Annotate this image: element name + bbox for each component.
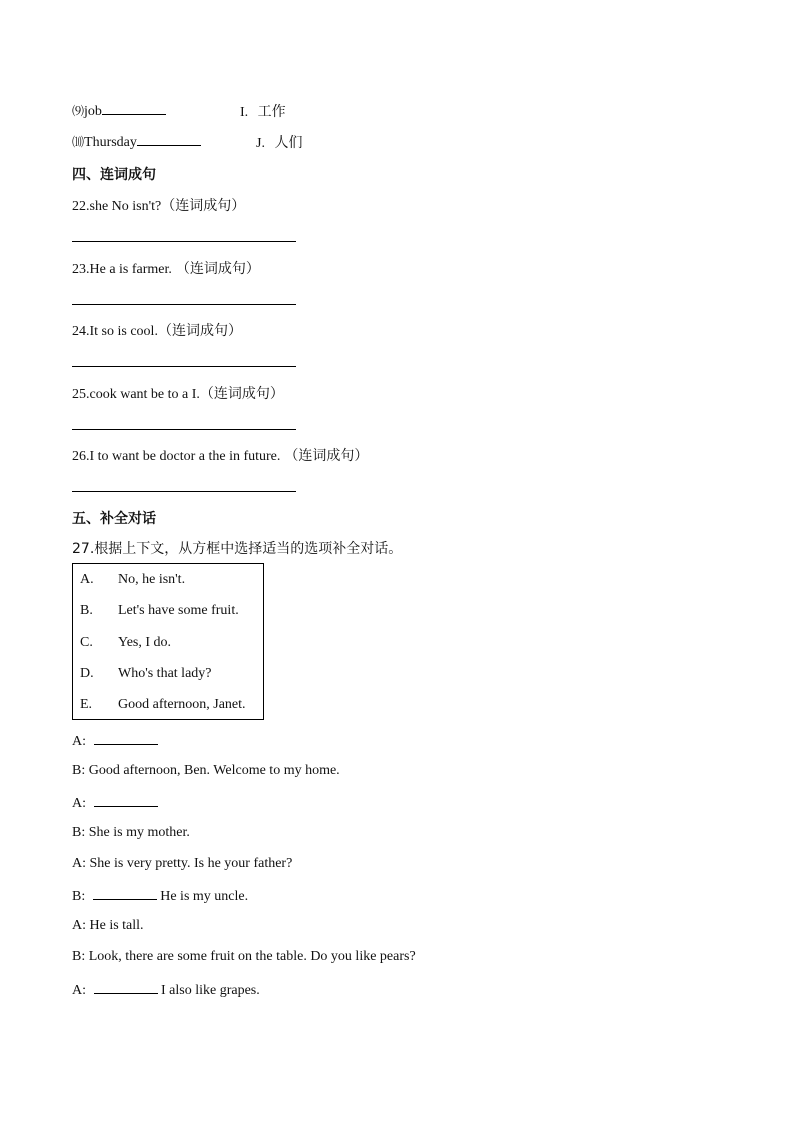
section-4-title: 四、连词成句 [72,167,156,183]
option-letter: E. [80,697,93,712]
answer-blank[interactable] [94,794,158,807]
question-22 [72,195,245,215]
matching-number: ⑽ [72,135,85,149]
question-27-instruction: 27.根据上下文，从方框中选择适当的选项补全对话。 [72,541,403,557]
matching-choice-i [240,101,286,121]
option-letter: B. [80,603,93,618]
speaker: A: [72,983,86,998]
options-box [72,563,264,720]
speaker: A: [72,856,86,871]
option-c [80,635,171,651]
speaker: B: [72,825,86,840]
section-5-title: 五、补全对话 [72,511,156,527]
dialogue-text: She is my mother. [88,825,190,840]
dialogue-line-4 [72,825,190,841]
question-text: 24.It so is cool. [72,324,158,339]
dialogue-text: He is tall. [89,918,144,933]
answer-blank[interactable] [94,981,158,994]
dialogue-text: Look, there are some fruit on the table. Do you like pears? [88,949,416,964]
option-text: Yes, I do. [118,635,172,650]
choice-text: 工作 [257,104,286,120]
dialogue-line-2 [72,763,340,779]
answer-blank[interactable] [94,732,158,745]
question-tag: （连词成句） [284,448,369,464]
option-b [80,603,239,619]
answer-blank[interactable] [137,133,201,146]
option-text: Let's have some fruit. [118,603,239,618]
question-tag: （连词成句） [175,261,260,277]
matching-row-10 [72,133,201,151]
question-text: 26.I to want be doctor a the in future. [72,449,281,464]
dialogue-line-5 [72,856,292,872]
dialogue-text: She is very pretty. Is he your father? [89,856,293,871]
speaker: B: [72,889,86,904]
question-23 [72,258,260,278]
answer-blank[interactable] [93,887,157,900]
choice-letter: I. [240,105,249,120]
question-26 [72,445,368,465]
option-letter: A. [80,572,94,587]
matching-choice-j [256,132,302,152]
question-text: 23.He a is farmer. [72,262,172,277]
option-text: Good afternoon, Janet. [118,697,246,712]
answer-blank[interactable] [102,102,166,115]
dialogue-text: He is my uncle. [160,889,249,904]
matching-word: Thursday [84,135,137,150]
choice-text: 人们 [274,135,303,151]
dialogue-text: I also like grapes. [161,983,260,998]
option-d [80,666,212,682]
speaker: A: [72,918,86,933]
matching-number: ⑼ [72,104,85,118]
answer-line-23[interactable] [72,304,296,305]
question-25 [72,383,284,403]
answer-line-24[interactable] [72,366,296,367]
dialogue-text: Good afternoon, Ben. Welcome to my home. [88,763,340,778]
dialogue-line-3 [72,794,158,812]
answer-line-26[interactable] [72,491,296,492]
option-text: Who's that lady? [118,666,212,681]
option-letter: D. [80,666,94,681]
dialogue-line-9 [72,981,260,999]
matching-word: job [84,104,102,119]
answer-line-22[interactable] [72,241,296,242]
choice-letter: J. [256,136,265,151]
dialogue-line-6 [72,887,248,905]
dialogue-line-7 [72,918,144,934]
speaker: A: [72,734,86,749]
option-letter: C. [80,635,93,650]
speaker: B: [72,949,86,964]
matching-row-9 [72,102,166,120]
question-text: 25.cook want be to a I. [72,387,200,402]
question-tag: （连词成句） [157,323,242,339]
question-24 [72,320,242,340]
question-tag: （连词成句） [199,386,284,402]
option-text: No, he isn't. [118,572,186,587]
speaker: A: [72,796,86,811]
dialogue-line-1 [72,732,158,750]
question-tag: （连词成句） [161,198,246,214]
option-a [80,572,185,588]
option-e [80,697,246,713]
question-text: 22.she No isn't? [72,199,162,214]
dialogue-line-8 [72,949,416,965]
answer-line-25[interactable] [72,429,296,430]
speaker: B: [72,763,86,778]
